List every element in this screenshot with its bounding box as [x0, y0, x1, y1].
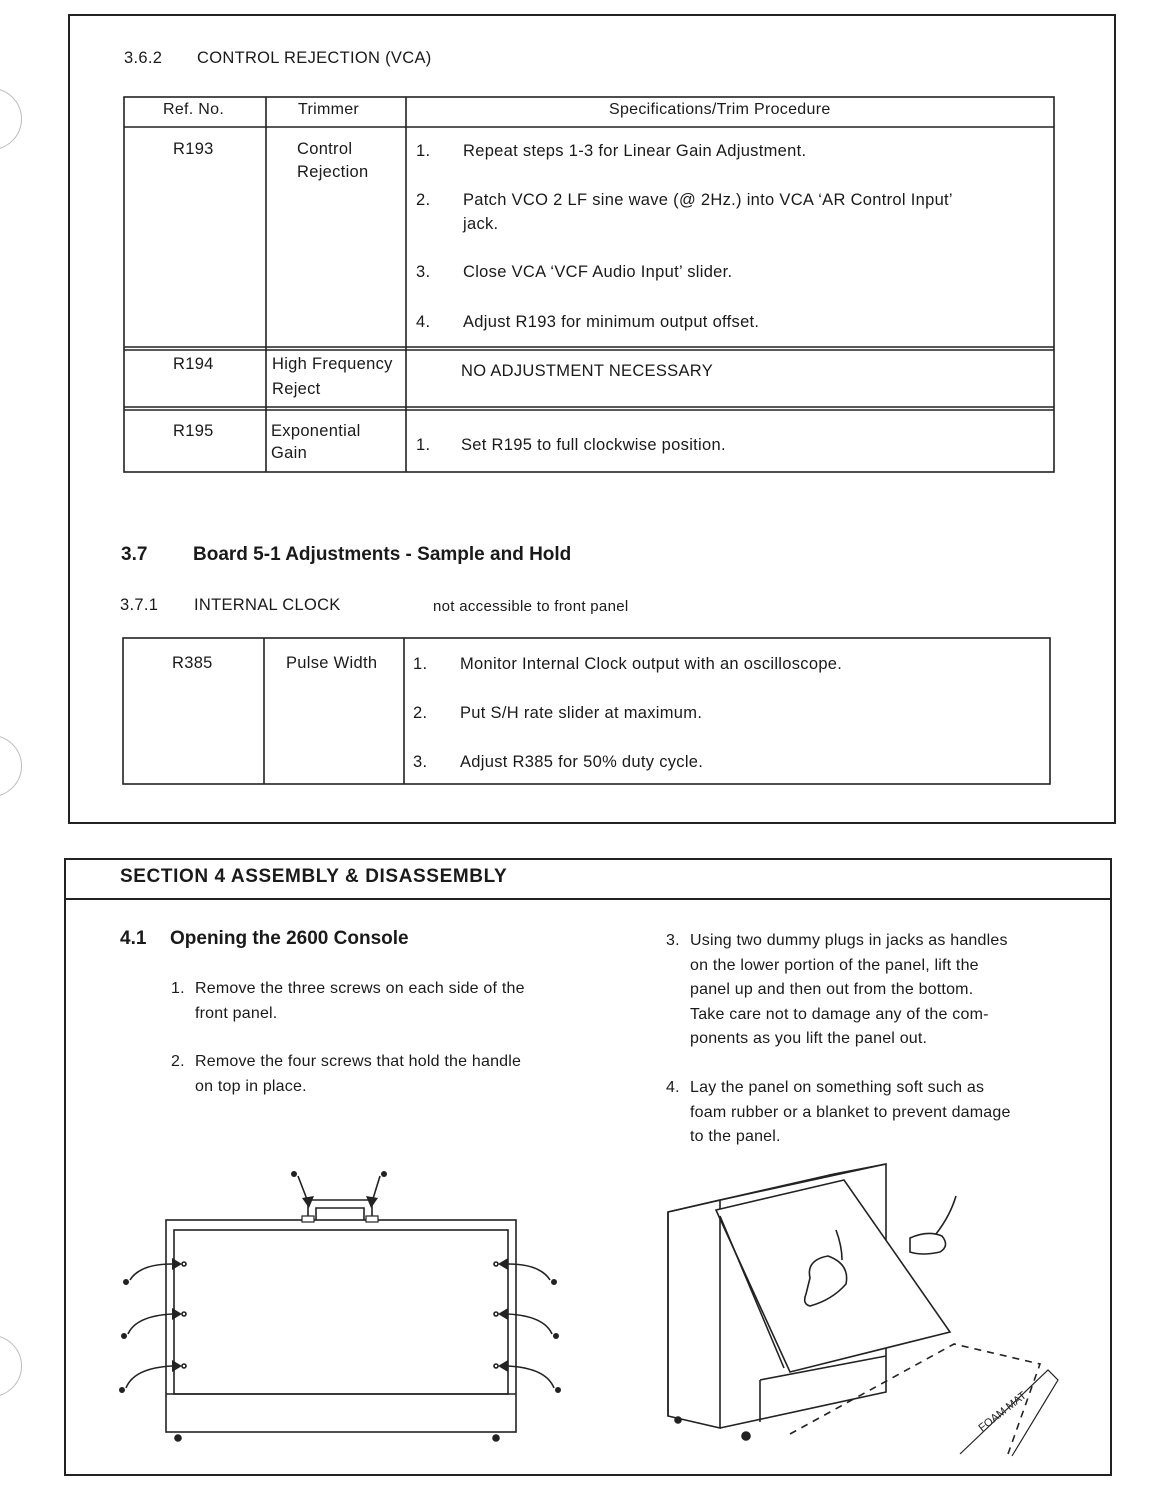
- step-text: Adjust R193 for minimum output offset.: [463, 313, 760, 331]
- clock-table: [122, 637, 1051, 785]
- binder-hole: [0, 735, 22, 797]
- step-number: 4.: [666, 1079, 680, 1096]
- step-text: Put S/H rate slider at maximum.: [460, 704, 703, 722]
- section4-title-divider: [64, 898, 1112, 900]
- step-body: [690, 1076, 1011, 1150]
- vca-heading: CONTROL REJECTION (VCA): [197, 49, 432, 67]
- step-number: 1.: [171, 980, 185, 997]
- step-line: Take care not to damage any of the com-: [690, 1005, 989, 1023]
- col-header-ref: Ref. No.: [163, 101, 225, 118]
- binder-hole: [0, 1335, 22, 1397]
- vca-table: [123, 96, 1055, 473]
- ref-r194: R194: [173, 355, 214, 373]
- step-line: panel up and then out from the bottom.: [690, 981, 974, 998]
- step-text: Close VCA ‘VCF Audio Input’ slider.: [463, 263, 733, 281]
- step-number: 1.: [416, 142, 431, 160]
- opening-heading: Opening the 2600 Console: [170, 928, 409, 949]
- ref-r193: R193: [173, 140, 214, 158]
- col-header-trimmer: Trimmer: [298, 101, 360, 118]
- ref-r385: R385: [172, 654, 213, 672]
- trimmer-line: Control: [297, 140, 353, 158]
- clock-heading-number: 3.7.1: [120, 596, 159, 614]
- board-heading: Board 5-1 Adjustments - Sample and Hold: [193, 544, 572, 565]
- step-line: foam rubber or a blanket to prevent damage: [690, 1103, 1011, 1121]
- step-line: on top in place.: [195, 1077, 307, 1095]
- trimmer-line: Exponential: [271, 422, 361, 440]
- step-number: 1.: [413, 655, 428, 673]
- step-body: [195, 977, 525, 1026]
- step-text: Patch VCO 2 LF sine wave (@ 2Hz.) into VCA ‘AR Control Input’: [463, 191, 953, 209]
- trimmer-pulse-width: Pulse Width: [286, 654, 378, 672]
- clock-note: not accessible to front panel: [433, 598, 629, 615]
- step-line: on the lower portion of the panel, lift the: [690, 956, 979, 974]
- step-line: Remove the three screws on each side of the: [195, 980, 525, 997]
- step-line: to the panel.: [690, 1128, 781, 1145]
- binder-hole: [0, 88, 22, 150]
- foam-mat-label: FOAM MAT: [976, 1389, 1029, 1435]
- step-line: ponents as you lift the panel out.: [690, 1030, 928, 1047]
- step-number: 2.: [416, 191, 431, 209]
- step-line: Remove the four screws that hold the handle: [195, 1053, 522, 1070]
- trimmer-line: High Frequency: [272, 355, 393, 373]
- step-body: [195, 1050, 521, 1099]
- clock-heading: INTERNAL CLOCK: [194, 596, 341, 614]
- board-heading-number: 3.7: [121, 544, 148, 565]
- step-number: 3.: [413, 753, 428, 771]
- step-number: 4.: [416, 313, 431, 331]
- step-number: 3.: [666, 932, 680, 949]
- col-header-spec: Specifications/Trim Procedure: [609, 101, 831, 118]
- step-text: Repeat steps 1-3 for Linear Gain Adjustment.: [463, 142, 807, 160]
- vca-heading-number: 3.6.2: [124, 49, 163, 67]
- step-text: jack.: [463, 215, 499, 233]
- trimmer-line: Gain: [271, 444, 308, 462]
- step-text: Set R195 to full clockwise position.: [461, 436, 726, 454]
- step-number: 2.: [413, 704, 428, 722]
- panel-lift-illustration: [660, 1160, 1080, 1460]
- step-text: Adjust R385 for 50% duty cycle.: [460, 753, 704, 771]
- ref-r195: R195: [173, 422, 214, 440]
- step-number: 1.: [416, 436, 431, 454]
- section4-title: SECTION 4 ASSEMBLY & DISASSEMBLY: [120, 866, 508, 887]
- step-text: Monitor Internal Clock output with an oscilloscope.: [460, 655, 843, 673]
- console-screws-illustration: [110, 1168, 570, 1458]
- step-line: front panel.: [195, 1004, 278, 1022]
- no-adjustment-note: NO ADJUSTMENT NECESSARY: [461, 362, 714, 380]
- step-line: Lay the panel on something soft such as: [690, 1079, 985, 1096]
- step-number: 2.: [171, 1053, 185, 1070]
- trimmer-line: Reject: [272, 380, 321, 398]
- step-line: Using two dummy plugs in jacks as handles: [690, 932, 1008, 949]
- step-body: [690, 929, 1008, 1052]
- opening-heading-number: 4.1: [120, 928, 147, 949]
- trimmer-line: Rejection: [297, 163, 369, 181]
- step-number: 3.: [416, 263, 431, 281]
